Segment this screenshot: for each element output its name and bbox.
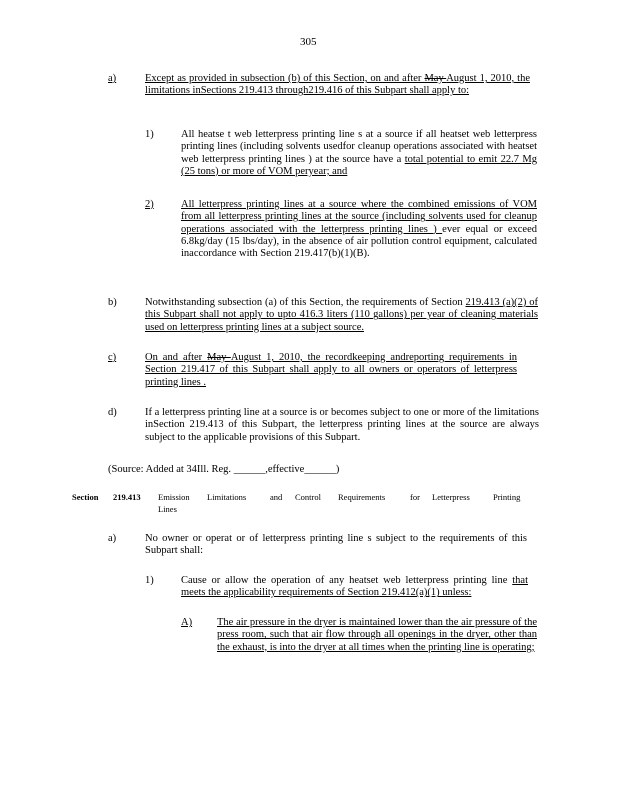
source-blank-1: ______ xyxy=(233,464,266,475)
item-a2-underlined: All letterpress printing lines at a source where the combined emissions of VOM from all letterpress printing lines at the source (including solvents used for cleanup operations associated with the letterpress printing lines ) xyxy=(181,199,537,235)
source-note xyxy=(108,464,408,476)
section-title-word-3: and xyxy=(270,492,283,502)
section-title-word-8: Printing xyxy=(493,492,521,502)
item-a-label: a) xyxy=(108,73,117,84)
item-c-text-1: On and after xyxy=(145,352,208,363)
item-a2-plain: ever equal or exceed 6.8kg/day (15 lbs/day), in the absence of air pollution control equipment, calculated inaccordance with Section 219.417(b)(1)(B). xyxy=(181,223,537,260)
source-blank-2: ______ xyxy=(304,464,336,475)
source-text-2: ,effective xyxy=(265,464,305,475)
item-c-struck: May xyxy=(207,352,231,363)
section-title-word-1: Emission xyxy=(158,492,190,502)
section-title-word-9: Lines xyxy=(158,504,177,514)
source-text-1: (Source: Added at 34Ill. Reg. xyxy=(108,464,234,475)
section-title-word-5: Requirements xyxy=(338,492,386,502)
sec-item-a1-underlined: that meets the applicability requirements of Section 219.412(a)(1) unless: xyxy=(181,575,528,599)
item-b-underlined: 219.413 (a)(2) of this Subpart shall not apply to upto 416.3 liters (110 gallons) per year of cleaning materials used on letterpress printing lines at a subject source. xyxy=(145,297,538,333)
sec-item-aA-text: The air pressure in the dryer is maintained lower than the air pressure of the press room, such that air flow through all openings in the dryer, other than the exhaust, is into the dryer at all times when the printing line is operating; xyxy=(217,617,537,653)
item-a1-label: 1) xyxy=(145,129,154,140)
sec-item-aA-label: A) xyxy=(181,617,193,628)
item-a-text-1: Except as provided in subsection (b) of this Section, on and after xyxy=(145,73,425,84)
item-b-label: b) xyxy=(108,297,117,308)
page-number: 305 xyxy=(300,36,317,48)
section-title-word-7: Letterpress xyxy=(432,492,470,502)
item-a2-text xyxy=(181,199,537,260)
section-word: Section xyxy=(72,492,99,502)
sec-item-a1-plain: Cause or allow the operation of any heatset web letterpress printing line xyxy=(181,575,513,586)
item-a-text-2: August 1, 2010, the limitations inSections 219.413 through219.416 of this Subpart shall apply to: xyxy=(145,73,530,97)
section-number: 219.413 xyxy=(113,492,141,502)
item-a1-underlined: total potential to emit 22.7 Mg (25 tons) or more of VOM peryear; and xyxy=(181,153,537,177)
item-a2-label: 2) xyxy=(145,199,154,210)
sec-item-a-text: No owner or operat or of letterpress printing line s subject to the requirements of this Subpart shall: xyxy=(145,533,527,557)
item-a-text xyxy=(145,73,530,98)
item-c-label: c) xyxy=(108,352,117,363)
section-title-word-4: Control xyxy=(295,492,321,502)
item-a-struck: May xyxy=(424,73,447,84)
item-b-plain: Notwithstanding subsection (a) of this Section, the requirements of Section xyxy=(145,297,466,308)
item-d-text: If a letterpress printing line at a source is or becomes subject to one or more of the limitations inSection 219.413 of this Subpart, the letterpress printing lines at the source are always subject to the applicable provisions of this Subpart. xyxy=(145,407,539,443)
item-a1-plain: All heatse t web letterpress printing line s at a source if all heatset web letterpress printing lines (including solvents usedfor cleanup operations associated with heatset web letterpress printing lines ) at the source have a xyxy=(181,129,537,165)
item-d-label: d) xyxy=(108,407,117,418)
item-c-text-2: August 1, 2010, the recordkeeping andreporting requirements in Section 219.417 of this Subpart shall apply to all owners or operators of letterpress printing lines . xyxy=(145,352,517,388)
section-title-word-2: Limitations xyxy=(207,492,247,502)
sec-item-a1-text xyxy=(181,575,528,600)
source-text-3: ) xyxy=(335,464,340,475)
section-title-word-6: for xyxy=(410,492,420,502)
item-b-text xyxy=(145,297,538,334)
item-c-text xyxy=(145,352,517,389)
item-a1-text xyxy=(181,129,537,178)
sec-item-a-label: a) xyxy=(108,533,117,544)
sec-item-a1-label: 1) xyxy=(145,575,154,586)
